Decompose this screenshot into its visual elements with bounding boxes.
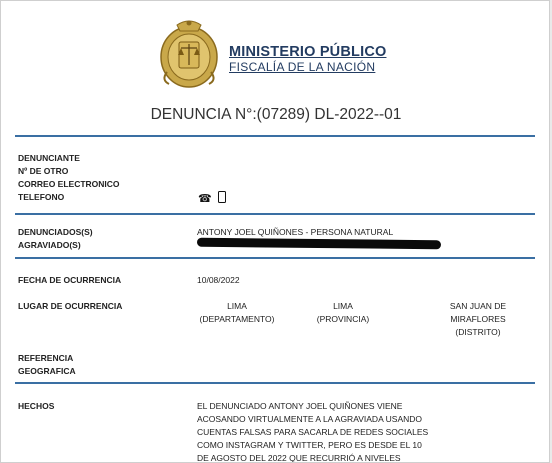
distrito-name-1: SAN JUAN DE: [449, 301, 507, 311]
label-denunciante: DENUNCIANTE: [18, 153, 80, 163]
departamento-name: LIMA: [227, 301, 247, 311]
departamento-value: [187, 300, 287, 326]
label-fecha-ocurrencia: FECHA DE OCURRENCIA: [18, 275, 122, 285]
document-header: [1, 1, 550, 101]
label-hechos: HECHOS: [18, 401, 55, 411]
distrito-caption: (DISTRITO): [455, 327, 501, 337]
label-denunciados: DENUNCIADOS(S): [18, 227, 93, 237]
provincia-value: [303, 300, 383, 326]
hechos-text: [197, 400, 497, 463]
mobile-icon: [218, 191, 226, 203]
label-agraviado: AGRAVIADO(S): [18, 240, 81, 250]
section-divider: [15, 213, 535, 215]
label-numero-otro: Nº DE OTRO: [18, 166, 69, 176]
section-divider: [15, 257, 535, 259]
label-telefono: TELEFONO: [18, 192, 65, 202]
phone-icon: ☎: [198, 193, 212, 205]
hechos-line: COMO INSTAGRAM Y TWITTER, PERO ES DESDE EL 10: [197, 440, 422, 450]
fecha-value: 10/08/2022: [197, 275, 240, 285]
denunciado-value: ANTONY JOEL QUIÑONES - PERSONA NATURAL: [197, 227, 394, 237]
telefono-icons: [198, 191, 226, 205]
label-lugar-ocurrencia: LUGAR DE OCURRENCIA: [18, 301, 123, 311]
provincia-name: LIMA: [333, 301, 353, 311]
crest-icon: [159, 17, 219, 89]
section-divider: [15, 135, 535, 137]
hechos-line: ACOSANDO VIRTUALMENTE A LA AGRAVIADA USANDO: [197, 414, 423, 424]
hechos-line: EL DENUNCIADO ANTONY JOEL QUIÑONES VIENE: [197, 401, 403, 411]
hechos-line: CUENTAS FALSAS PARA SACARLA DE REDES SOCIALES: [197, 427, 429, 437]
departamento-caption: (DEPARTAMENTO): [199, 314, 275, 324]
org-name: MINISTERIO PÚBLICO: [229, 44, 387, 60]
redaction-bar: [197, 238, 441, 250]
document-title: DENUNCIA N°:(07289) DL-2022--01: [150, 106, 402, 123]
label-correo: CORREO ELECTRONICO: [18, 179, 120, 189]
distrito-value: [433, 300, 523, 339]
org-block: [229, 44, 386, 74]
hechos-line: DE AGOSTO DEL 2022 QUE RECURRIÓ A NIVELES: [197, 453, 401, 463]
label-geografica: GEOGRAFICA: [18, 366, 76, 376]
org-subtitle: FISCALÍA DE LA NACIÓN: [229, 60, 376, 74]
provincia-caption: (PROVINCIA): [316, 314, 370, 324]
label-referencia: REFERENCIA: [18, 353, 74, 363]
distrito-name-2: MIRAFLORES: [450, 314, 506, 324]
section-divider: [15, 382, 535, 384]
